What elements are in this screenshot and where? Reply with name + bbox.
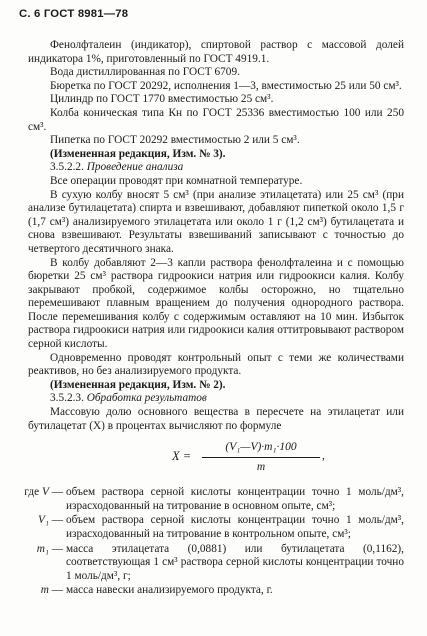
symbol: m [40, 584, 49, 597]
definition-text: объем раствора серной кислоты концентрации точно 1 моль/дм³, израсходованный на титрование в основном опыте, см³; [66, 486, 404, 512]
symbol: V [41, 486, 49, 499]
definition-item [6, 543, 404, 584]
analysis-paragraph: Все операции проводят при комнатной температуре. [50, 174, 303, 187]
definition-text: объем раствора серной кислоты концентрации точно 1 моль/дм³, израсходованный на титрование в контрольном опыте, см³; [66, 514, 404, 540]
fraction-bar [202, 457, 320, 458]
section-title: Проведение анализа [86, 161, 184, 174]
equipment-paragraph: Бюретка по ГОСТ 20292, исполнения 1—3, вместимостью 25 или 50 см³. [50, 79, 402, 92]
definition-text: масса навески анализируемого продукта, г. [66, 584, 273, 597]
equipment-paragraph: Цилиндр по ГОСТ 1770 вместимостью 25 см³. [50, 93, 274, 106]
definition-item [6, 584, 404, 598]
formula-denominator: m [256, 461, 266, 474]
formula-lhs: X = [172, 449, 192, 464]
section-heading [28, 392, 404, 406]
where-word: где [24, 486, 42, 499]
formula-comma: , [322, 450, 325, 463]
section-number: 3.5.2.3. [50, 392, 87, 405]
equipment-paragraph: Пипетка по ГОСТ 20292 вместимостью 2 или 5 см³. [50, 134, 300, 147]
analysis-paragraph: Одновременно проводят контрольный опыт с теми же количествами реактивов, но без анализируемого продукта. [28, 351, 404, 378]
equipment-paragraph: Колба коническая типа Кн по ГОСТ 25336 вместимостью 100 или 250 см³. [28, 106, 404, 133]
document-body [24, 39, 404, 599]
section-heading [28, 161, 404, 175]
definition-dash: — [48, 486, 63, 499]
reagent-paragraph: Фенолфталеин (индикатор), спиртовой раствор с массовой долей индикатора 1%, приготовленный по ГОСТ 4919.1. [28, 39, 404, 65]
amendment-note: (Измененная редакция, Изм. № 2). [50, 378, 226, 391]
definition-text: масса этилацетата (0,0881) или бутилацетата (0,1162), соответствующая 1 см³ раствора серной кислоты концентрации точно 1 моль/дм³, г; [66, 542, 404, 582]
definition-dash: — [48, 514, 63, 527]
formula [28, 441, 404, 479]
definition-dash: — [48, 542, 63, 555]
symbol: m₁ [36, 542, 49, 555]
analysis-paragraph: В сухую колбу вносят 5 см³ (при анализе этилацетата) или 25 см³ (при анализе бутилацетата) спирта и взвешивают, добавляют пипеткой около 1,5 г (1,7 см³) анализируемого этилацетата или около 1 г (1,2 см³) бутилацетата и снова взвешивают. Результаты взвешиваний записывают с точностью до четвертого десятичного знака. [28, 188, 404, 255]
section-number: 3.5.2.2. [50, 161, 87, 174]
definition-item [6, 514, 404, 541]
reagent-paragraph: Вода дистиллированная по ГОСТ 6709. [50, 66, 240, 79]
formula-numerator: (V₁—V)·m₁·100 [225, 441, 297, 454]
section-title: Обработка результатов [86, 392, 207, 405]
definitions-list [6, 486, 404, 598]
amendment-note: (Измененная редакция, Изм. № 3). [50, 147, 226, 160]
symbol: V₁ [38, 514, 49, 527]
page-header: С. 6 ГОСТ 8981—78 [19, 8, 129, 20]
definition-item [6, 486, 404, 513]
results-paragraph: Массовую долю основного вещества в пересчете на этилацетат или бутилацетат (X) в процентах вычисляют по формуле [28, 406, 404, 432]
definition-dash: — [48, 584, 63, 597]
analysis-paragraph: В колбу добавляют 2—3 капли раствора фенолфталеина и с помощью бюретки 25 см³ раствора гидроокиси натрия или гидроокиси калия. Колбу закрывают пробкой, содержимое колбы осторожно, но тщательно перемешивают плавным вращением до получения однородного раствора. После перемешивания колбу с содержимым оставляют на 10 мин. Избыток раствора гидроокиси натрия или гидроокиси калия оттитровывают раствором серной кислоты. [28, 256, 404, 351]
